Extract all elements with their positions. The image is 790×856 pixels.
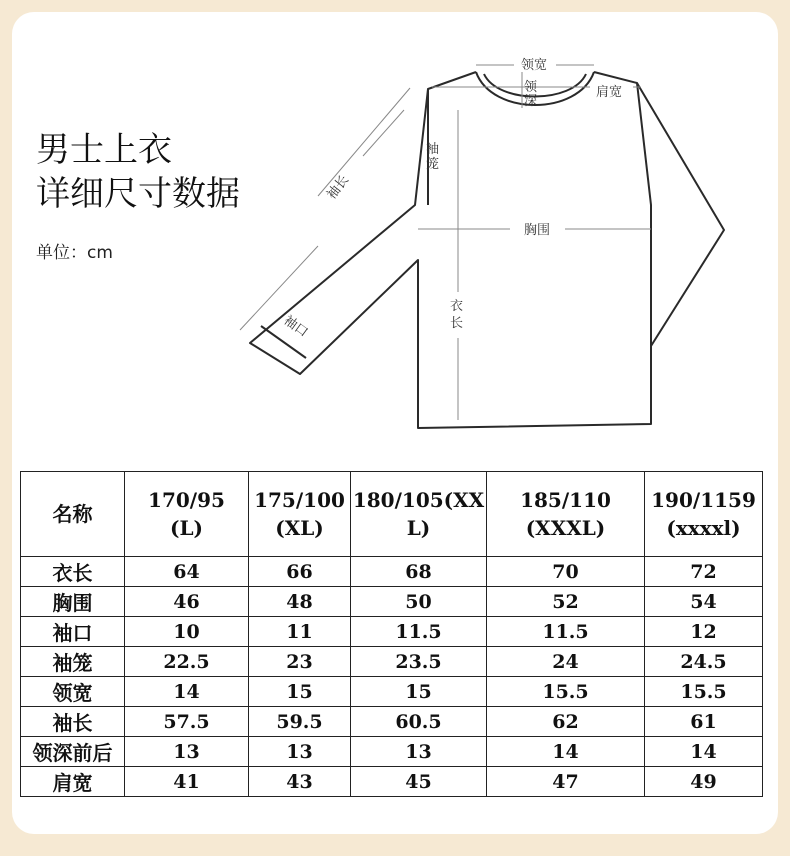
label-shoulder-width: 肩宽 — [596, 85, 623, 100]
table-cell: 11.5 — [487, 617, 645, 647]
table-row — [21, 647, 763, 677]
shirt-outline — [250, 72, 724, 428]
label-cuff: 袖口 — [280, 313, 311, 341]
table-cell: 10 — [125, 617, 249, 647]
table-header-row — [21, 472, 763, 557]
table-row — [21, 677, 763, 707]
title-line-2: 详细尺寸数据 — [36, 174, 240, 214]
table-cell: 48 — [249, 587, 351, 617]
header-size: 175/100 (XL) — [249, 472, 351, 557]
unit-label: 单位：cm — [36, 243, 113, 263]
table-cell: 23.5 — [351, 647, 487, 677]
label-collar-depth-2: 深 — [524, 94, 538, 109]
row-label: 袖长 — [21, 707, 125, 737]
row-label: 肩宽 — [21, 767, 125, 797]
label-sleeve-width-2: 笼 — [426, 157, 440, 172]
table-cell: 15.5 — [487, 677, 645, 707]
header-size: 180/105(XX L) — [351, 472, 487, 557]
table-cell: 68 — [351, 557, 487, 587]
table-row — [21, 767, 763, 797]
table-cell: 54 — [645, 587, 763, 617]
label-sleeve-width-1: 袖 — [426, 142, 440, 157]
table-cell: 57.5 — [125, 707, 249, 737]
table-cell: 59.5 — [249, 707, 351, 737]
label-collar-depth-1: 领 — [524, 80, 538, 95]
table-cell: 24.5 — [645, 647, 763, 677]
table-cell: 62 — [487, 707, 645, 737]
label-collar-width: 领宽 — [521, 58, 548, 73]
table-cell: 41 — [125, 767, 249, 797]
table-cell: 43 — [249, 767, 351, 797]
table-cell: 66 — [249, 557, 351, 587]
table-cell: 12 — [645, 617, 763, 647]
table-cell: 52 — [487, 587, 645, 617]
table-cell: 45 — [351, 767, 487, 797]
label-length-1: 衣 — [450, 299, 464, 314]
row-label: 袖笼 — [21, 647, 125, 677]
row-label: 领宽 — [21, 677, 125, 707]
table-cell: 72 — [645, 557, 763, 587]
header-size: 185/110 (XXXL) — [487, 472, 645, 557]
measure-labels — [281, 57, 622, 341]
table-cell: 70 — [487, 557, 645, 587]
label-length-2: 长 — [450, 316, 464, 331]
table-cell: 64 — [125, 557, 249, 587]
label-sleeve-length: 袖长 — [324, 172, 353, 203]
table-cell: 13 — [351, 737, 487, 767]
table-cell: 11 — [249, 617, 351, 647]
table-row — [21, 737, 763, 767]
header-size: 170/95 (L) — [125, 472, 249, 557]
table-cell: 15.5 — [645, 677, 763, 707]
table-row — [21, 617, 763, 647]
table-cell: 22.5 — [125, 647, 249, 677]
header-corner: 名称 — [21, 472, 125, 557]
table-cell: 14 — [125, 677, 249, 707]
table-cell: 49 — [645, 767, 763, 797]
table-row — [21, 557, 763, 587]
table-row — [21, 707, 763, 737]
measure-lines — [240, 65, 651, 420]
table-cell: 14 — [645, 737, 763, 767]
size-table — [20, 471, 763, 797]
table-cell: 60.5 — [351, 707, 487, 737]
table-cell: 24 — [487, 647, 645, 677]
table-cell: 47 — [487, 767, 645, 797]
table-cell: 11.5 — [351, 617, 487, 647]
row-label: 袖口 — [21, 617, 125, 647]
table-row — [21, 587, 763, 617]
table-cell: 13 — [125, 737, 249, 767]
table-cell: 23 — [249, 647, 351, 677]
table-cell: 46 — [125, 587, 249, 617]
title-line-1: 男士上衣 — [36, 130, 172, 170]
row-label: 胸围 — [21, 587, 125, 617]
table-cell: 50 — [351, 587, 487, 617]
header-size: 190/1159 (xxxxl) — [645, 472, 763, 557]
row-label: 衣长 — [21, 557, 125, 587]
table-cell: 14 — [487, 737, 645, 767]
label-chest: 胸围 — [524, 223, 551, 238]
table-cell: 15 — [351, 677, 487, 707]
row-label: 领深前后 — [21, 737, 125, 767]
table-cell: 15 — [249, 677, 351, 707]
table-cell: 61 — [645, 707, 763, 737]
table-cell: 13 — [249, 737, 351, 767]
